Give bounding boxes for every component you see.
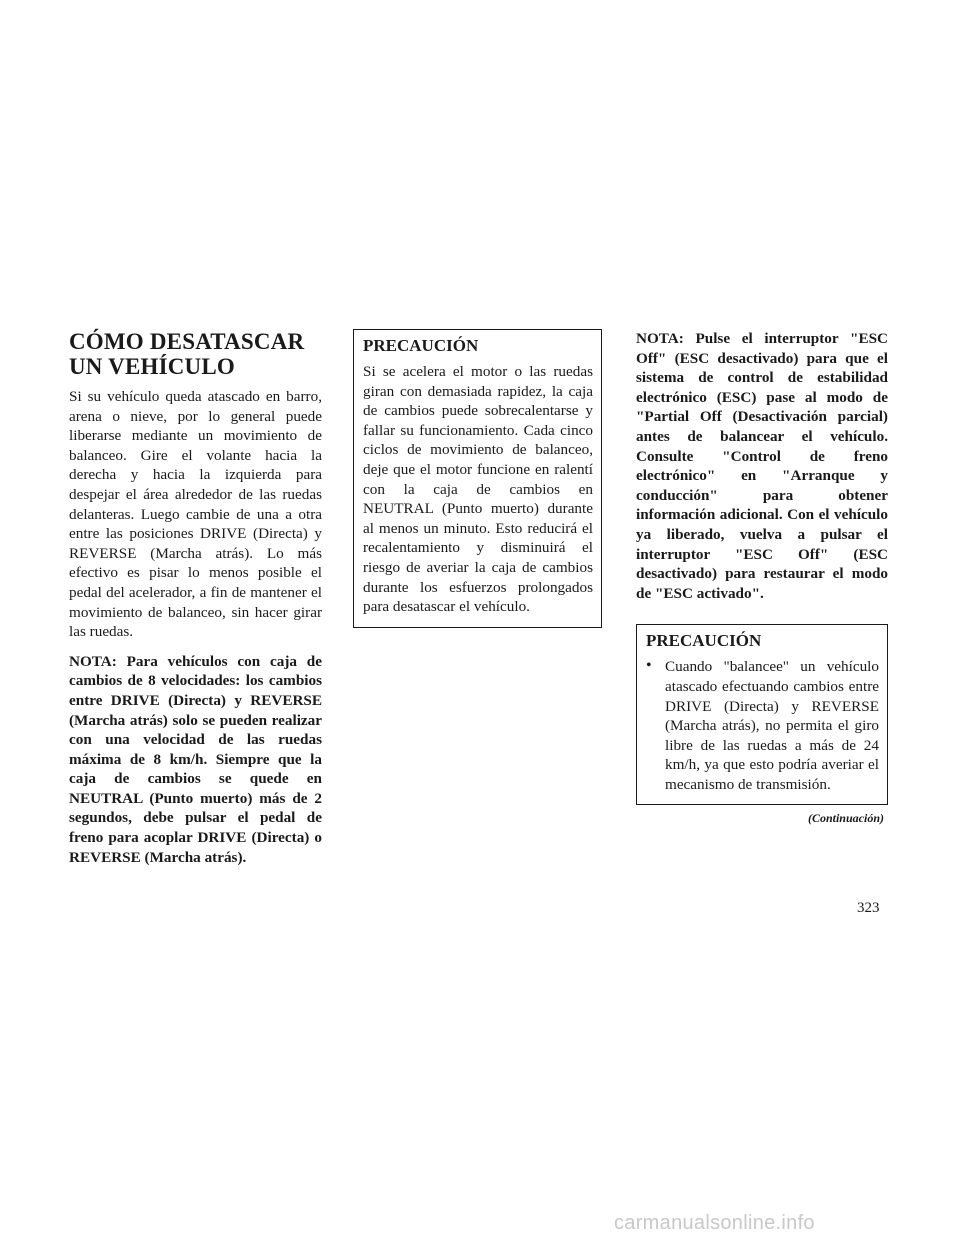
left-column: [69, 329, 322, 867]
caution-title: PRECAUCIÓN: [646, 631, 762, 651]
watermark: carmanualsonline.info: [614, 1212, 815, 1234]
right-column: [636, 329, 888, 826]
note-esc: NOTA: Pulse el interruptor "ESC Off" (ESC desactivado) para que el sistema de control de estabilidad electrónico (ESC) pase al modo de "Partial Off (Desactivación parcial) antes de balancear el vehículo. Consulte "Control de freno electrónico" en "Arranque y conducción" para obtener información adicional. Con el vehículo ya liberado, vuelva a pulsar el interruptor "ESC Off" (ESC desactivado) para restaurar el modo de "ESC activado".: [636, 330, 888, 602]
caution-box-overheat: [353, 329, 602, 628]
caution-bullet-text: Cuando "balancee" un vehículo atascado efectuando cambios entre DRIVE (Directa) y REVERSE (Marcha atrás), no permita el giro libre de las ruedas a más de 24 km/h, ya que esto podría averiar el mecanismo de transmisión.: [665, 658, 879, 793]
middle-column: [353, 329, 602, 628]
caution-bullet-item: [646, 657, 879, 794]
page-number: 323: [857, 900, 880, 916]
note-8-speed: NOTA: Para vehículos con caja de cambios de 8 velocidades: los cambios entre DRIVE (Directa) y REVERSE (Marcha atrás) solo se pueden realizar con una velocidad de las ruedas máxima de 8 km/h. Siempre que la caja de cambios se quede en NEUTRAL (Punto muerto) más de 2 segundos, debe pulsar el pedal de freno para acoplar DRIVE (Directa) o REVERSE (Marcha atrás).: [69, 652, 322, 866]
caution-text: Si se acelera el motor o las ruedas giran con demasiada rapidez, la caja de cambios puede sobrecalentarse y fallar su funcionamiento. Cada cinco ciclos de movimiento de balanceo, deje que el motor funcione en ralentí con la caja de cambios en NEUTRAL (Punto muerto) durante al menos un minuto. Esto reducirá el recalentamiento y disminuirá el riesgo de averiar la caja de cambios durante los esfuerzos prolongados para desatascar el vehículo.: [363, 363, 593, 616]
section-heading: CÓMO DESATASCAR UN VEHÍCULO: [69, 329, 305, 379]
caution-box-wheel-spin: [636, 624, 888, 805]
bullet-icon: •: [646, 657, 652, 675]
caution-title: PRECAUCIÓN: [363, 336, 479, 355]
intro-paragraph: Si su vehículo queda atascado en barro, arena o nieve, por lo general puede liberarse mediante un movimiento de balanceo. Gire el volante hacia la derecha y hacia la izquierda para despejar el área alrededor de las ruedas delanteras. Luego cambie de una a otra entre las posiciones DRIVE (Directa) y REVERSE (Marcha atrás). Lo más efectivo es pisar lo menos posible el pedal del acelerador, a fin de mantener el movimiento de balanceo, sin hacer girar las ruedas.: [69, 388, 322, 641]
continuation-label: (Continuación): [807, 811, 884, 826]
